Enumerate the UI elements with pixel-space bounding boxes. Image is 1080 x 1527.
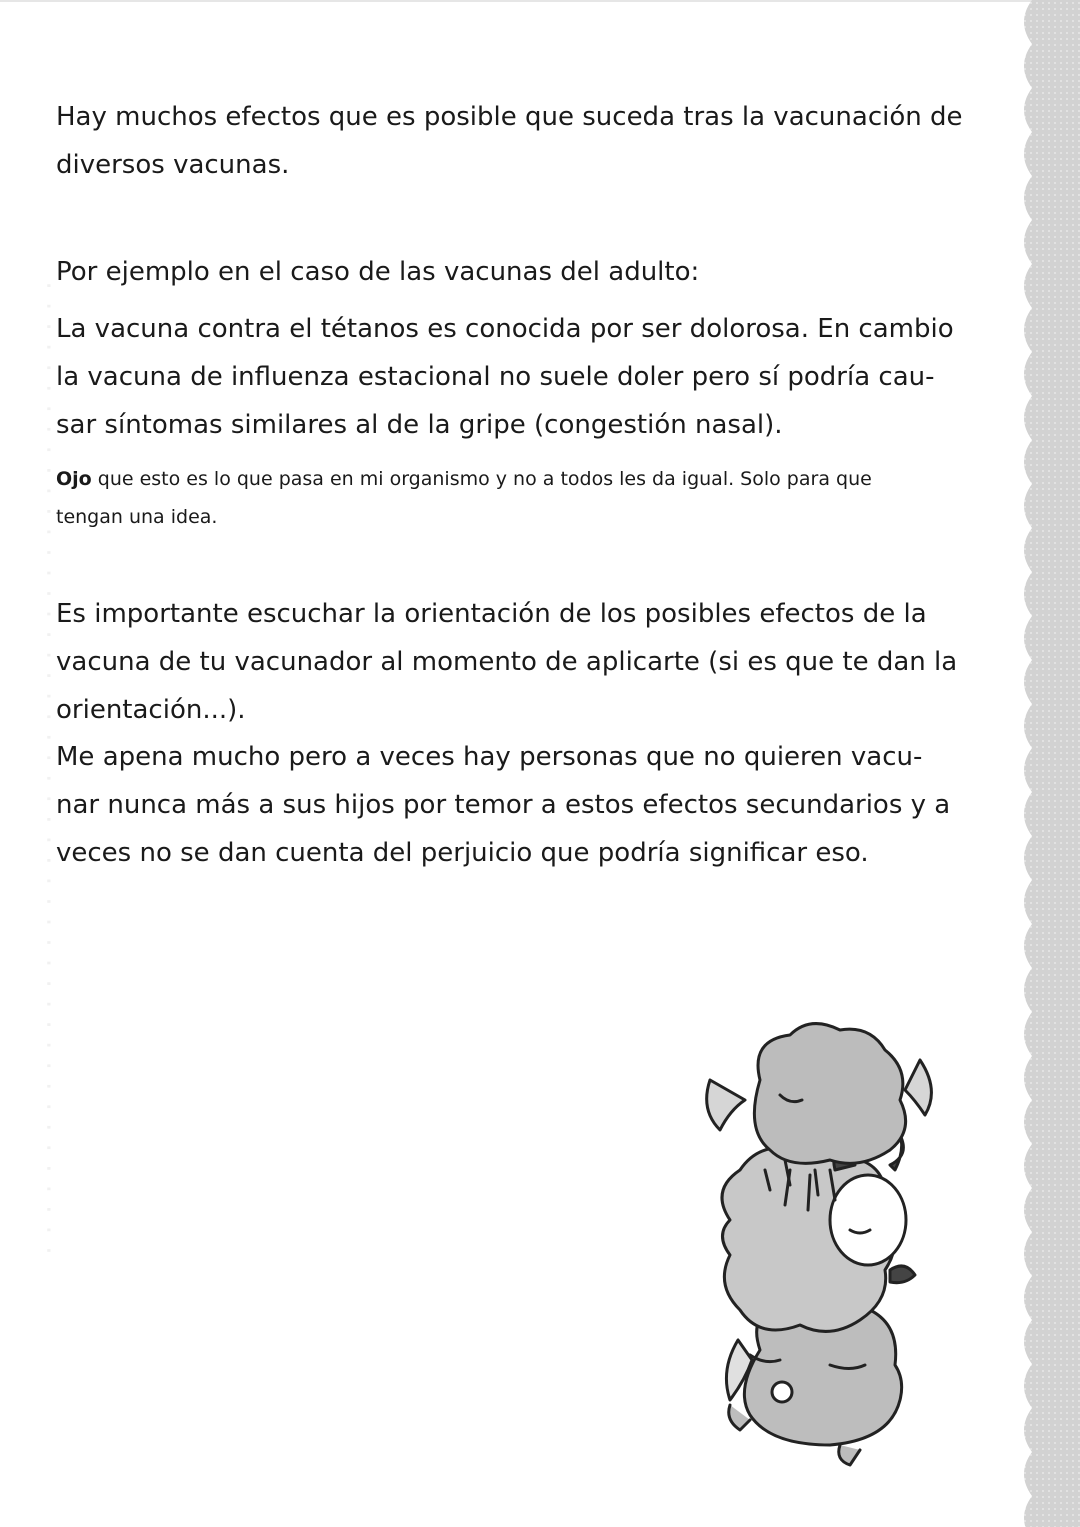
paragraph-tetanus-influenza: La vacuna contra el tétanos es conocida por ser dolorosa. En cambio la vacuna de influenza estacional no suele doler pero sí podría cau- sar síntomas similares al de la gripe (congestión nasal). (56, 314, 954, 440)
note-text: que esto es lo que pasa en mi organismo y no a todos les da igual. Solo para que tengan una idea. (56, 468, 872, 528)
top-border-line (0, 0, 1080, 2)
paragraph-orientation: Es importante escuchar la orientación de los posibles efectos de la vacuna de tu vacunador al momento de aplicarte (si es que te dan la orientación...). (56, 599, 958, 725)
paragraph-example-heading: Por ejemplo en el caso de las vacunas del adulto: (56, 257, 700, 287)
top-owl-head (754, 1024, 905, 1164)
cartoon-illustration (690, 1020, 950, 1480)
small-creature-hand (890, 1266, 915, 1283)
note-disclaimer (56, 460, 956, 536)
note-bold-word: Ojo (56, 468, 92, 490)
side-watermark: · · · · · · · · · · · · · · · · · · · · · · · · · · · · · · · · · · · · · · · · · · · · · · · · (35, 279, 65, 1255)
paragraph-concern: Me apena mucho pero a veces hay personas que no quieren vacu- nar nunca más a sus hijos por temor a estos efectos secundarios y a veces no se dan cuenta del perjuicio que podría significar eso. (56, 742, 951, 868)
decorative-wavy-strip (1010, 0, 1080, 1527)
small-creature-face (830, 1175, 906, 1265)
bottom-owl-beak (772, 1382, 792, 1402)
paragraph-intro: Hay muchos efectos que es posible que suceda tras la vacunación de diversos vacunas. (56, 102, 963, 180)
